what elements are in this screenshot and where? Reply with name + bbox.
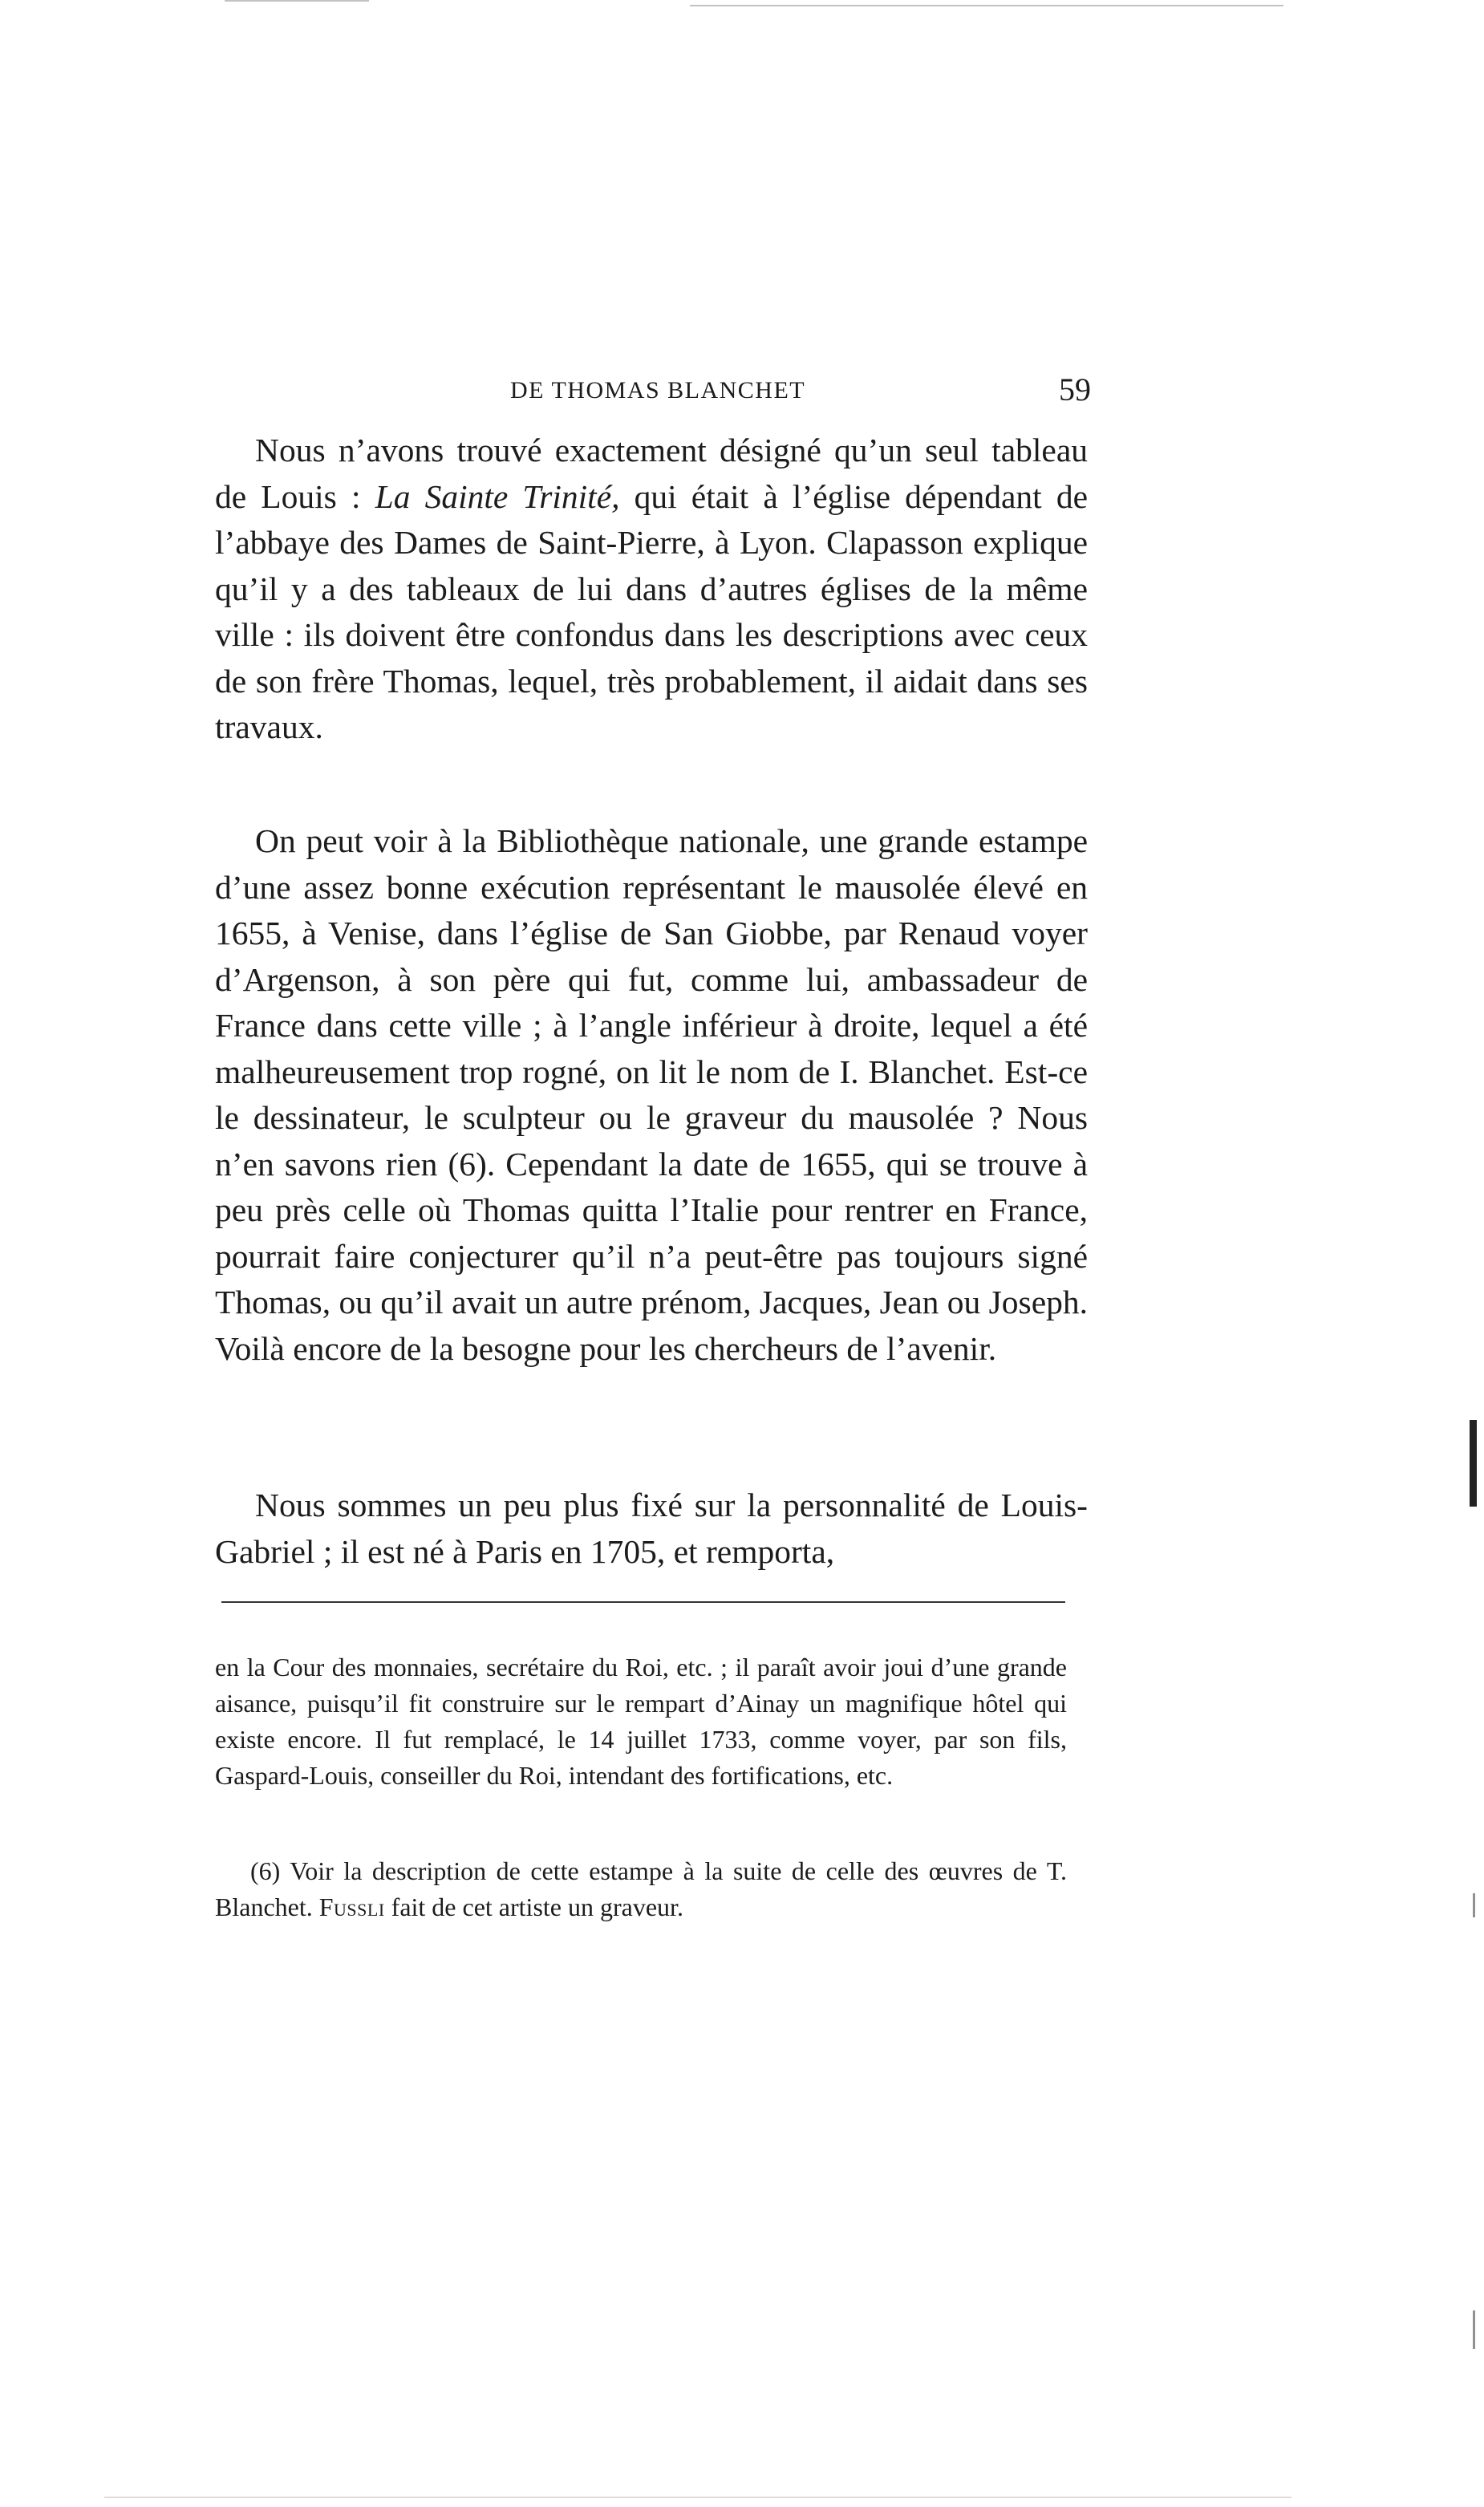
footnote-6 — [215, 1853, 1067, 1925]
paragraph-text: Nous sommes un peu plus fixé sur la personnalité de Louis-Gabriel ; il est né à Paris en 1705, et remporta, — [215, 1487, 1088, 1570]
paragraph-text-end: qui était à l’église dépendant de l’abbaye des Dames de Saint-Pierre, à Lyon. Clapasson explique qu’il y a des tableaux de lui dans d’autres églises de la même ville : ils doivent être confondus dans les descriptions avec ceux de son frère Thomas, lequel, très probablement, il aidait dans ses travaux. — [215, 477, 1088, 745]
running-head — [217, 371, 1091, 411]
paragraph-mausoleum-engraving — [215, 818, 1088, 1372]
paragraph-text — [215, 428, 1088, 751]
scan-edge-top-right — [690, 5, 1283, 6]
running-title: DE THOMAS BLANCHET — [510, 377, 806, 404]
scan-edge-bottom — [104, 2497, 1291, 2498]
footnote-divider — [221, 1601, 1065, 1603]
artwork-title: La Sainte Trinité, — [375, 477, 620, 515]
page-number: 59 — [1059, 371, 1091, 408]
footnote-continuation — [215, 1649, 1067, 1794]
scan-margin-bar — [1470, 1420, 1477, 1507]
scan-margin-tick — [1473, 2310, 1475, 2349]
footnote-text-end: fait de cet artiste un graveur. — [384, 1892, 683, 1921]
paragraph-louis-gabriel — [215, 1483, 1088, 1575]
footnote-text: en la Cour des monnaies, secrétaire du Roi, etc. ; il paraît avoir joui d’une grande aisance, puisqu’il fit construire sur le rempart d’Ainay un magnifique hôtel qui existe encore. Il fut remplacé, le 14 juillet 1733, comme voyer, par son fils, Gaspard-Louis, conseiller du Roi, intendant des fortifications, etc. — [215, 1653, 1067, 1790]
scan-edge-top-left — [225, 0, 369, 2]
footnote-text — [215, 1853, 1067, 1925]
paragraph-louis-painting — [215, 428, 1088, 751]
scan-margin-tick — [1473, 1893, 1475, 1917]
footnote-text-start: (6) Voir la description de cette estampe à la suite de celle des œuvres de T. Blanchet. — [215, 1856, 1067, 1921]
author-name: Fussli — [318, 1892, 385, 1921]
paragraph-text: On peut voir à la Bibliothèque nationale, une grande estampe d’une assez bonne exécution représentant le mausolée élevé en 1655, à Venise, dans l’église de San Giobbe, par Renaud voyer d’Argenson, à son père qui fut, comme lui, ambassadeur de France dans cette ville ; à l’angle inférieur à droite, lequel a été malheureusement trop rogné, on lit le nom de I. Blanchet. Est-ce le dessinateur, le sculpteur ou le graveur du mausolée ? Nous n’en savons rien (6). Cependant la date de 1655, qui se trouve à peu près celle où Thomas quitta l’Italie pour rentrer en France, pourrait faire conjecturer qu’il n’a peut-être pas toujours signé Thomas, ou qu’il avait un autre prénom, Jacques, Jean ou Joseph. Voilà encore de la besogne pour les chercheurs de l’avenir. — [215, 822, 1088, 1367]
paragraph-text-start: Nous n’avons trouvé exactement désigné qu’un seul tableau de Louis : — [215, 432, 1088, 515]
